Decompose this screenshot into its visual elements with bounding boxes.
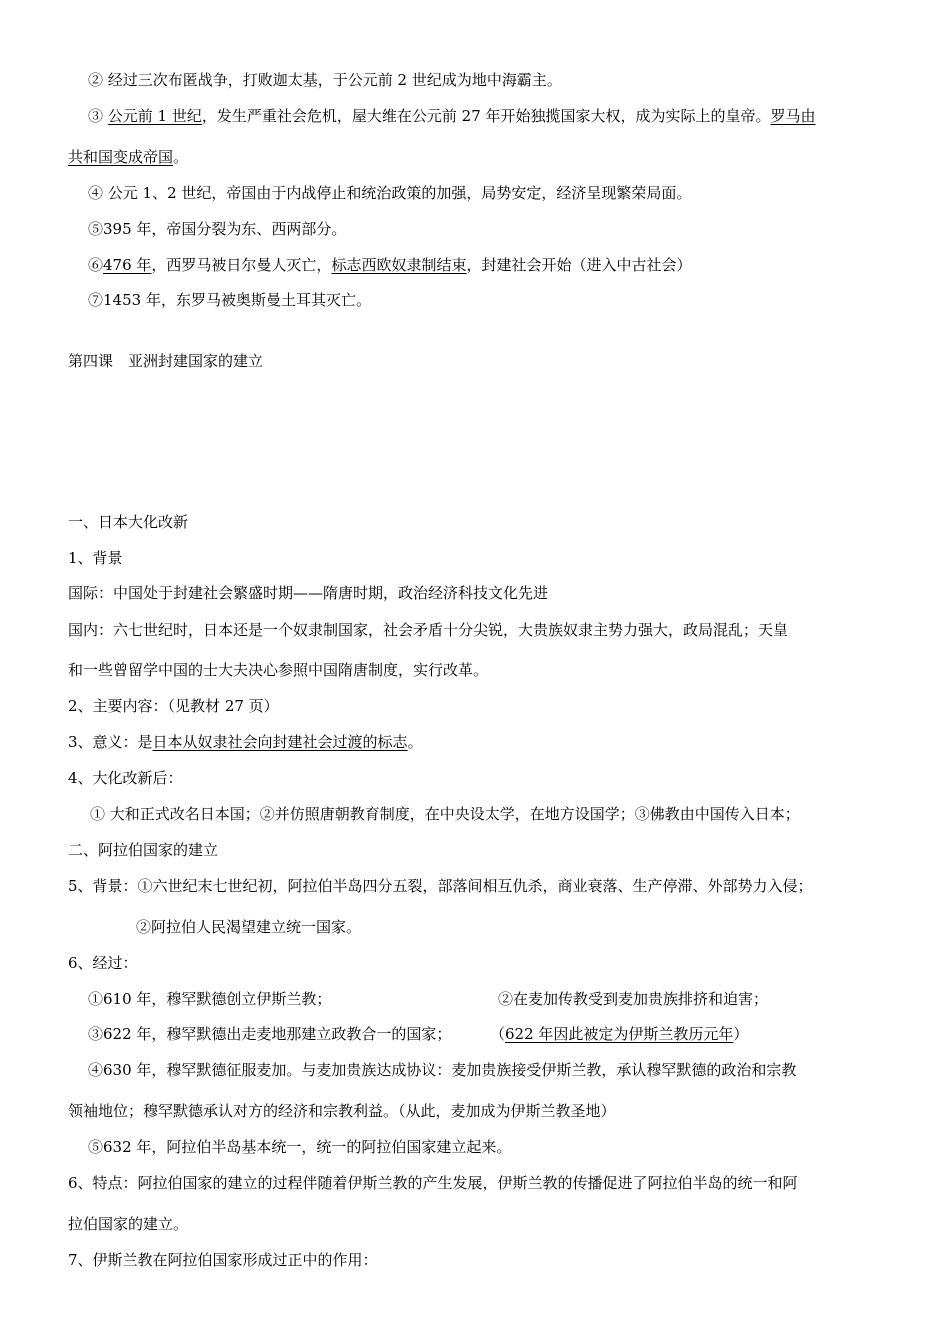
text-line-agreement: 领袖地位；穆罕默德承认对方的经济和宗教利益。（从此，麦加成为伊斯兰教圣地）	[68, 1102, 616, 1120]
text-line-islam-founded: ①610 年，穆罕默德创立伊斯兰教；	[88, 990, 332, 1008]
text-line-division: ⑤395 年，帝国分裂为东、西两部分。	[88, 220, 347, 238]
subheading-after-reform: 4、大化改新后：	[68, 769, 183, 787]
text-line-characteristics: 6、特点：阿拉伯国家的建立的过程伴随着伊斯兰教的产生发展，伊斯兰教的传播促进了阿拉伯半岛的统一和阿	[68, 1174, 798, 1192]
text-line-republic-to-empire: 共和国变成帝国。	[68, 148, 189, 166]
underlined-text: 共和国变成帝国	[68, 148, 174, 166]
underlined-text: 476 年	[103, 256, 152, 274]
text-line-mecca-persecution: ②在麦加传教受到麦加贵族排挤和迫害；	[498, 990, 769, 1008]
subheading-process: 6、经过：	[68, 954, 138, 972]
text-line-hijra: ③622 年，穆罕默德出走麦地那建立政教合一的国家；	[88, 1025, 452, 1043]
underlined-text: 标志西欧奴隶制结束	[331, 256, 467, 274]
underlined-text: 日本从奴隶社会向封建社会过渡的标志	[152, 733, 408, 751]
text-line-domestic: 国内：六七世纪时，日本还是一个奴隶制国家，社会矛盾十分尖锐，大贵族奴隶主势力强大，政局混乱；天皇	[68, 621, 789, 639]
text-line-conquer-mecca: ④630 年，穆罕默德征服麦加。与麦加贵族达成协议：麦加贵族接受伊斯兰教，承认穆罕默德的政治和宗教	[88, 1061, 797, 1079]
underlined-text: 公元前 1 世纪	[107, 107, 202, 125]
section-heading-arab: 二、阿拉伯国家的建立	[68, 841, 219, 859]
subheading-islam-role: 7、伊斯兰教在阿拉伯国家形成过正中的作用：	[68, 1251, 378, 1269]
underlined-text: 罗马由	[770, 107, 816, 125]
text-line-fall-east: ⑦1453 年，东罗马被奥斯曼土耳其灭亡。	[88, 291, 371, 309]
text-line-after-reform-items: ① 大和正式改名日本国；②并仿照唐朝教育制度，在中央设太学，在地方设国学；③佛教由中国传入日本；	[90, 805, 800, 823]
text-line-islamic-calendar: （622 年因此被定为伊斯兰教历元年）	[490, 1025, 749, 1043]
text-line-fall-west: ⑥476 年，西罗马被日尔曼人灭亡，标志西欧奴隶制结束，封建社会开始（进入中古社会）	[88, 256, 692, 274]
text-line-international: 国际：中国处于封建社会繁盛时期——隋唐时期，政治经济科技文化先进	[68, 584, 549, 602]
subheading-background: 1、背景	[68, 549, 123, 567]
section-heading-japan: 一、日本大化改新	[68, 513, 189, 531]
lesson-title: 第四课 亚洲封建国家的建立	[68, 352, 264, 370]
text-line-unification: ⑤632 年，阿拉伯半岛基本统一，统一的阿拉伯国家建立起来。	[88, 1138, 512, 1156]
text-line-arab-desire: ②阿拉伯人民渴望建立统一国家。	[136, 918, 362, 936]
text-line-punic-wars: ② 经过三次布匿战争，打败迦太基，于公元前 2 世纪成为地中海霸主。	[88, 71, 562, 89]
text-line-crisis: ③ 公元前 1 世纪，发生严重社会危机，屋大维在公元前 27 年开始独揽国家大权，成为实际上的皇帝。罗马由	[88, 107, 816, 125]
text-line-reform: 和一些曾留学中国的士大夫决心参照中国隋唐制度，实行改革。	[68, 661, 489, 679]
text-line-arab-background: 5、背景：①六世纪末七世纪初，阿拉伯半岛四分五裂，部落间相互仇杀，商业衰落、生产停滞、外部势力入侵；	[68, 877, 813, 895]
text-line-characteristics-cont: 拉伯国家的建立。	[68, 1215, 189, 1233]
underlined-text: 622 年因此被定为伊斯兰教历元年	[505, 1025, 734, 1043]
subheading-main-content: 2、主要内容：（见教材 27 页）	[68, 697, 279, 715]
text-line-significance: 3、意义：是日本从奴隶社会向封建社会过渡的标志。	[68, 733, 423, 751]
text-line-prosperity: ④ 公元 1、2 世纪，帝国由于内战停止和统治政策的加强，局势安定，经济呈现繁荣局面。	[88, 184, 692, 202]
